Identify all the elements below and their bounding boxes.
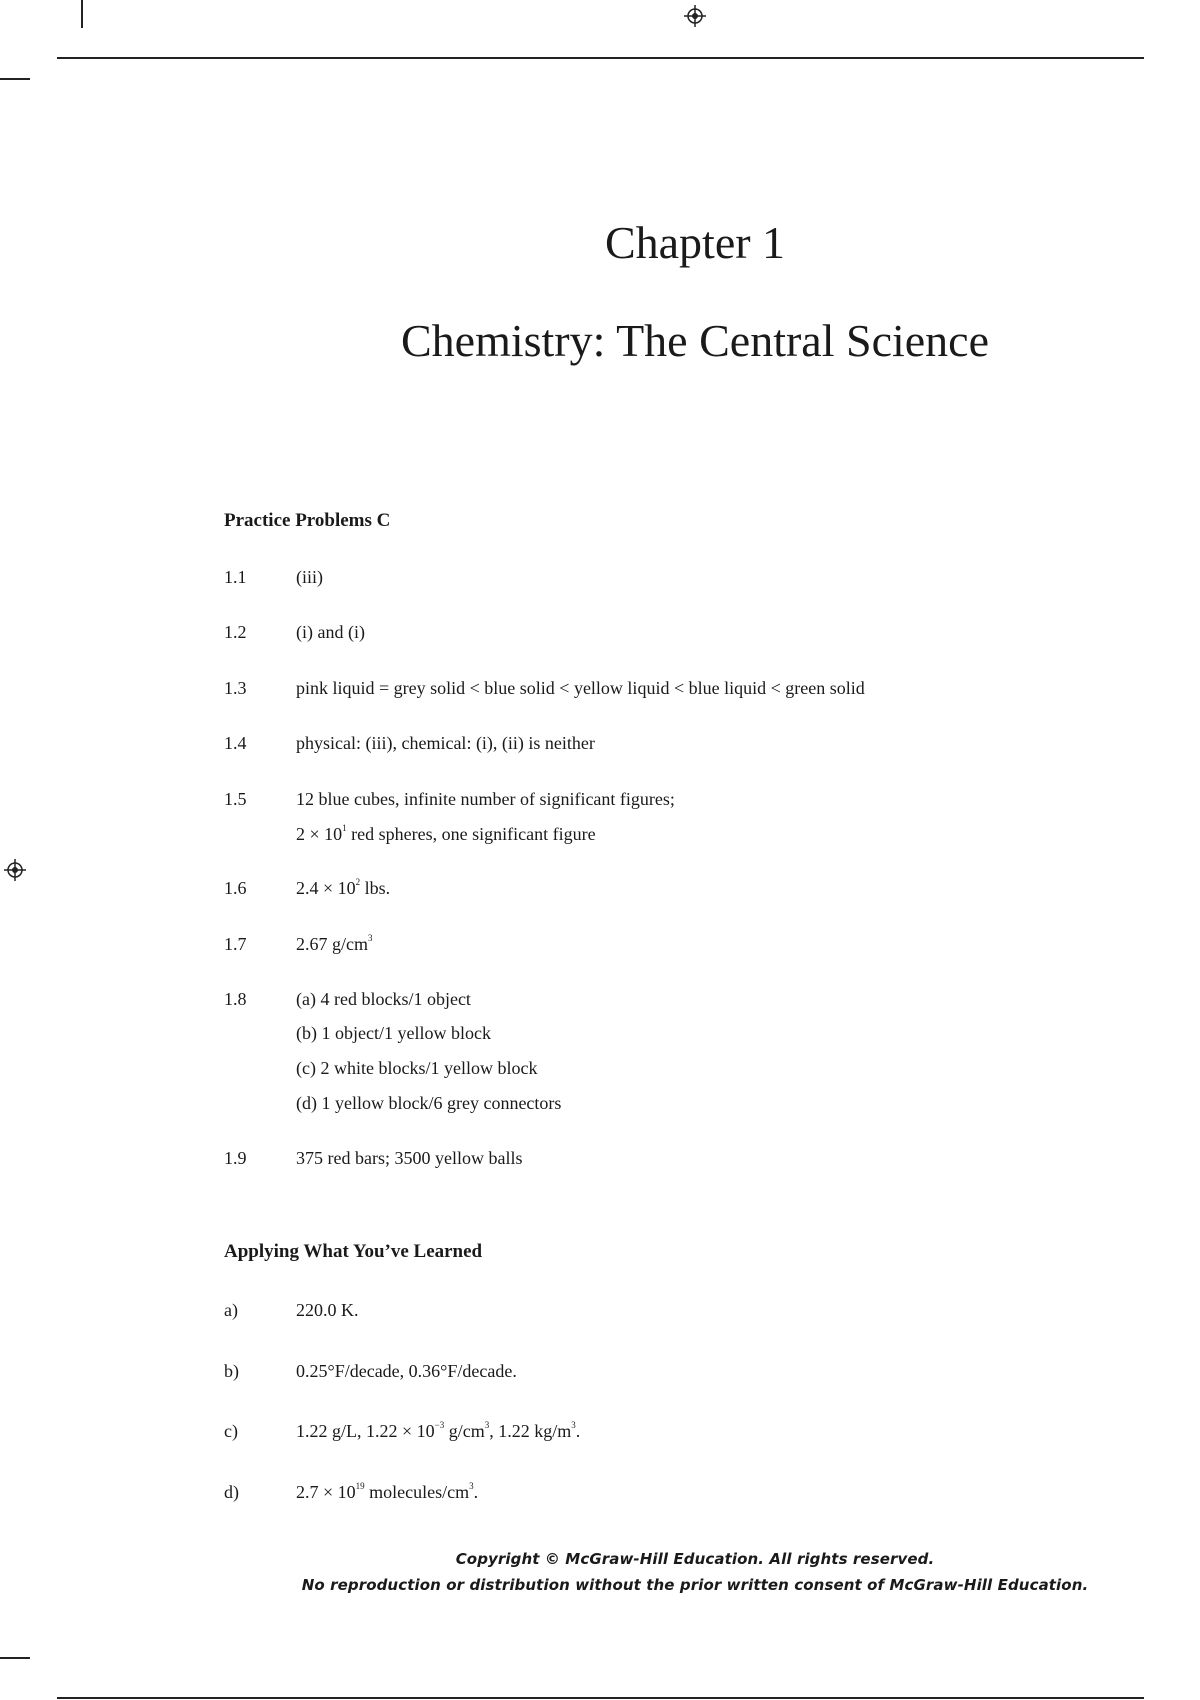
crop-mark-left-upper — [0, 78, 30, 80]
item-answer: $2.7 \times 10^{19}$ molecules/$cm^3$. — [296, 1481, 479, 1502]
item-answer-line: (d) 1 yellow block/6 grey connectors — [296, 1093, 562, 1113]
item-answer-line: (c) 2 white blocks/1 yellow block — [296, 1058, 538, 1078]
item-answer: 220.0 K. — [296, 1300, 359, 1320]
item-number: 1.5 — [224, 789, 247, 809]
item-answer: $2.4 \times 10^2$ lbs. — [296, 877, 391, 898]
item-label: c) — [224, 1421, 238, 1441]
practice-heading: Practice Problems C — [224, 510, 391, 531]
item-answer: 2.67 $g/cm^3$ — [296, 933, 373, 954]
item-number: 1.2 — [224, 622, 247, 642]
item-answer: pink liquid = grey solid < blue solid < yellow liquid < blue liquid < green solid — [296, 678, 865, 698]
item-answer: (iii) — [296, 567, 323, 587]
copyright-line: Copyright © McGraw-Hill Education. All rights reserved. — [455, 1550, 935, 1568]
item-answer-line: (b) 1 object/1 yellow block — [296, 1023, 491, 1043]
footer-rule — [57, 1697, 1144, 1699]
registration-mark-icon — [684, 5, 706, 27]
item-answer: 0.25°F/decade, 0.36°F/decade. — [296, 1361, 517, 1381]
item-number: 1.7 — [224, 934, 247, 954]
chapter-title: Chapter 1 — [604, 217, 786, 268]
item-answer: physical: (iii), chemical: (i), (ii) is neither — [296, 733, 595, 753]
crop-mark-left-lower — [0, 1657, 30, 1659]
crop-mark-top-left — [81, 0, 83, 28]
item-number: 1.6 — [224, 878, 247, 898]
item-number: 1.4 — [224, 733, 247, 753]
item-answer: (i) and (i) — [296, 622, 365, 642]
item-answer-continued: $2 \times 10^1$ red spheres, one significant figure — [296, 823, 596, 844]
chapter-subtitle: Chemistry: The Central Science — [400, 315, 990, 366]
registration-mark-icon — [4, 859, 26, 881]
item-number: 1.3 — [224, 678, 247, 698]
item-answer: 1.22 g/L, $1.22 \times 10^{-3}$ $g/cm^3$, 1.22 $kg/m^3$. — [296, 1420, 581, 1441]
item-label: b) — [224, 1361, 239, 1381]
item-answer: 375 red bars; 3500 yellow balls — [296, 1148, 523, 1168]
item-number: 1.8 — [224, 989, 247, 1009]
item-label: d) — [224, 1482, 239, 1502]
applying-heading: Applying What You’ve Learned — [224, 1241, 483, 1262]
item-answer: 12 blue cubes, infinite number of significant figures; — [296, 789, 675, 809]
item-answer-line: (a) 4 red blocks/1 object — [296, 989, 471, 1009]
reproduction-notice: No reproduction or distribution without the prior written consent of McGraw-Hill Education. — [301, 1576, 1089, 1594]
header-rule — [57, 57, 1144, 59]
item-number: 1.9 — [224, 1148, 247, 1168]
item-number: 1.1 — [224, 567, 247, 587]
item-label: a) — [224, 1300, 238, 1320]
